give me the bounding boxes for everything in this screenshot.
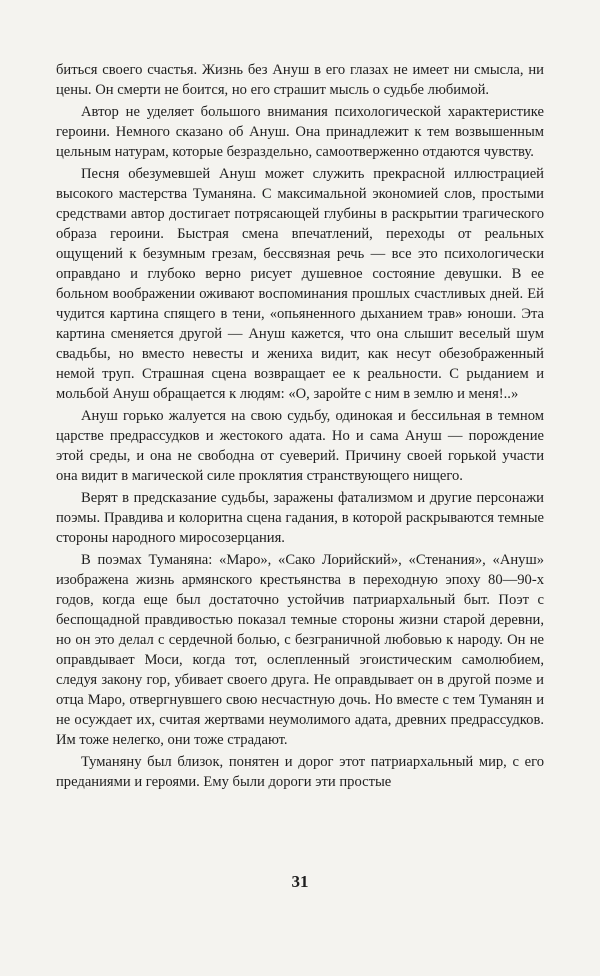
paragraph-continuation: биться своего счастья. Жизнь без Ануш в его глазах не имеет ни смысла, ни цены. Он смерти не боится, но его страшит мысль о судьбе любимой.	[56, 62, 544, 98]
paragraph-anush-song: Песня обезумевшей Ануш может служить прекрасной иллюстрацией высокого мастерства Туманяна. С максимальной экономией слов, простыми средствами автор достигает потрясающей глубины в раскрытии трагического образа героини. Быстрая смена впечатлений, переходы от реальных ощущений к безумным грезам, бессвязная речь — все это психологически оправдано и глубоко верно рисует душевное состояние девушки. В ее больном воображении оживают воспоминания прошлых счастливых дней. Ей чудится картина спящего в тени, «опьяненного дыханием трав» юноши. Эта картина сменяется другой — Ануш кажется, что она слышит веселый шум свадьбы, но вместо невесты и жениха видит, как несут обезображенный немой труп. Страшная сцена возвращает ее к реальности. С рыданием и мольбой Ануш обращается к людям: «О, заройте с ним в землю и меня!..»	[56, 166, 544, 402]
paragraph-patriarchal-world: Туманяну был близок, понятен и дорог этот патриархальный мир, с его преданиями и героями. Ему были дороги эти простые	[56, 754, 544, 790]
body-text	[56, 60, 544, 792]
paragraph-anush-fate: Ануш горько жалуется на свою судьбу, одинокая и бессильная в темном царстве предрассудков и жестокого адата. Но и сама Ануш — порождение этой среды, и она не свободна от суеверий. Причину своей горькой участи она видит в магической силе проклятия странствующего нищего.	[56, 408, 544, 484]
paragraph-fatalism: Верят в предсказание судьбы, заражены фатализмом и другие персонажи поэмы. Правдива и колоритна сцена гадания, в которой раскрываются темные стороны народного миросозерцания.	[56, 490, 544, 546]
page-number: 31	[291, 872, 309, 891]
paragraph-tumanyan-poems: В поэмах Туманяна: «Маро», «Сако Лорийский», «Стенания», «Ануш» изображена жизнь армянского крестьянства в переходную эпоху 80—90-х годов, когда еще был достаточно устойчив патриархальный быт. Поэт с беспощадной правдивостью показал темные стороны жизни старой деревни, но он это делал с сердечной болью, с безграничной любовью к народу. Он не оправдывает Моси, когда тот, ослепленный эгоистическим самолюбием, следуя закону гор, убивает своего друга. Не оправдывает он в другой поэме и отца Маро, отвергнувшего свою несчастную дочь. Но вместе с тем Туманян и не осуждает их, считая жертвами неумолимого адата, древних предрассудков. Им тоже нелегко, они тоже страдают.	[56, 552, 544, 748]
paragraph-author-heroine: Автор не уделяет большого внимания психологической характеристике героини. Немного сказано об Ануш. Она принадлежит к тем возвышенным цельным натурам, которые безраздельно, самоотверженно отдаются чувству.	[56, 104, 544, 160]
